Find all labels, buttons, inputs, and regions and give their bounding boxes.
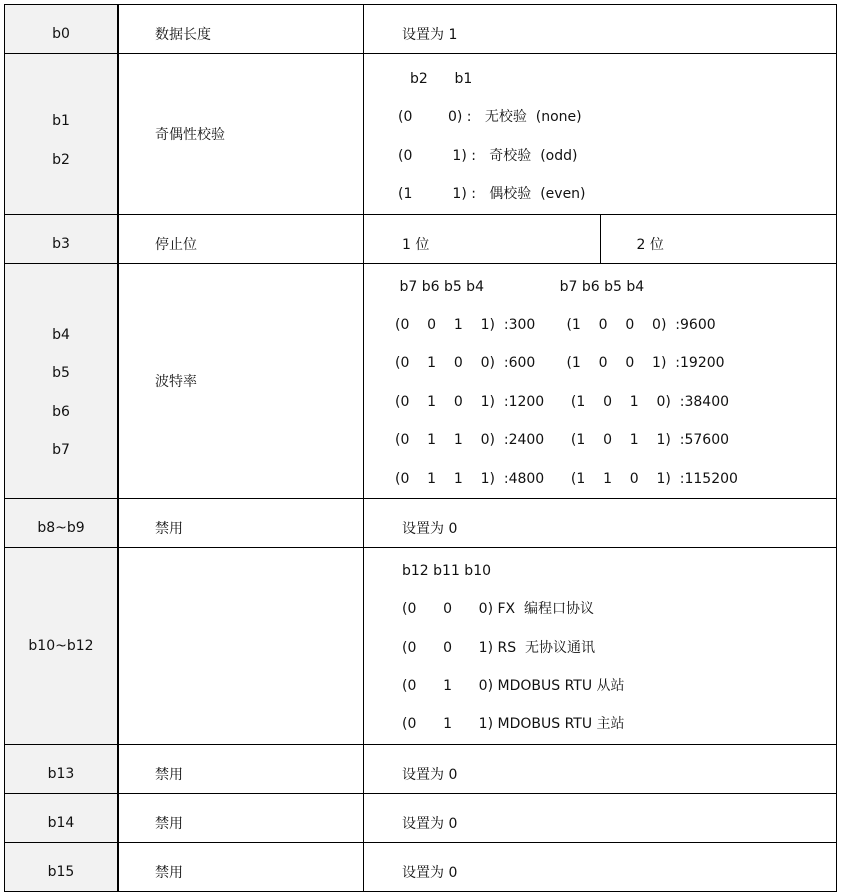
bit-settings-table xyxy=(4,4,837,892)
name-cell: 奇偶性校验 xyxy=(118,54,364,215)
value-line: (0 1 0 0) :600 (1 0 0 1) :19200 xyxy=(395,355,725,372)
value-line: b12 b11 b10 xyxy=(402,562,492,579)
value-line: (0 1) : 奇校验 (odd) xyxy=(398,147,578,164)
bit-label: b4 xyxy=(52,326,70,343)
bit-cell: b15 xyxy=(5,842,119,891)
bit-cell: b14 xyxy=(5,793,119,842)
value-cell: 设置为 0 xyxy=(364,842,837,891)
name-cell: 禁用 xyxy=(118,793,364,842)
bit-cell: b10~b12 xyxy=(5,547,119,744)
value-line: (0 0 0) FX 编程口协议 xyxy=(402,601,595,618)
value-line: (0 0) : 无校验 (none) xyxy=(398,109,582,126)
value-line: (0 1 0) MDOBUS RTU 从站 xyxy=(402,678,625,695)
table-row xyxy=(5,263,837,498)
bit-label: b1 xyxy=(52,113,70,130)
table-row xyxy=(5,5,837,54)
name-cell: 禁用 xyxy=(118,498,364,547)
value-line: (0 1 0 1) :1200 (1 0 1 0) :38400 xyxy=(395,393,730,410)
bit-label: b6 xyxy=(52,403,70,420)
value-line: (1 1) : 偶校验 (even) xyxy=(398,186,586,203)
table-row xyxy=(5,842,837,891)
value-cell: 2 位 xyxy=(600,214,837,263)
bit-cell: b3 xyxy=(5,214,119,263)
bit-label: b7 xyxy=(52,442,70,459)
value-line: (0 1 1 1) :4800 (1 1 0 1) :115200 xyxy=(395,470,738,487)
value-cell: 设置为 0 xyxy=(364,793,837,842)
bit-label: b2 xyxy=(52,151,70,168)
value-cell: 设置为 1 xyxy=(364,5,837,54)
bit-cell xyxy=(5,54,119,215)
bit-cell: b8~b9 xyxy=(5,498,119,547)
table-row xyxy=(5,498,837,547)
table-row xyxy=(5,793,837,842)
value-cell: 设置为 0 xyxy=(364,744,837,793)
value-cell: 1 位 xyxy=(364,214,601,263)
name-cell: 禁用 xyxy=(118,842,364,891)
value-line: b7 b6 b5 b4 b7 b6 b5 b4 xyxy=(395,278,645,295)
value-line: (0 1 1 0) :2400 (1 0 1 1) :57600 xyxy=(395,432,730,449)
name-cell: 数据长度 xyxy=(118,5,364,54)
table-row xyxy=(5,547,837,744)
bit-cell: b0 xyxy=(5,5,119,54)
table-row xyxy=(5,214,837,263)
name-cell: 波特率 xyxy=(118,263,364,498)
value-cell: 设置为 0 xyxy=(364,498,837,547)
value-cell xyxy=(364,547,837,744)
name-cell: 停止位 xyxy=(118,214,364,263)
value-line: (0 0 1 1) :300 (1 0 0 0) :9600 xyxy=(395,316,716,333)
bit-label: b5 xyxy=(52,365,70,382)
value-line: (0 1 1) MDOBUS RTU 主站 xyxy=(402,716,625,733)
name-cell: 禁用 xyxy=(118,744,364,793)
value-cell xyxy=(364,263,837,498)
value-line: b2 b1 xyxy=(410,71,473,87)
value-line: (0 0 1) RS 无协议通讯 xyxy=(402,639,596,656)
table-row xyxy=(5,744,837,793)
bit-cell xyxy=(5,263,119,498)
value-cell xyxy=(364,54,837,215)
bit-cell: b13 xyxy=(5,744,119,793)
table-row xyxy=(5,54,837,215)
name-cell xyxy=(118,547,364,744)
